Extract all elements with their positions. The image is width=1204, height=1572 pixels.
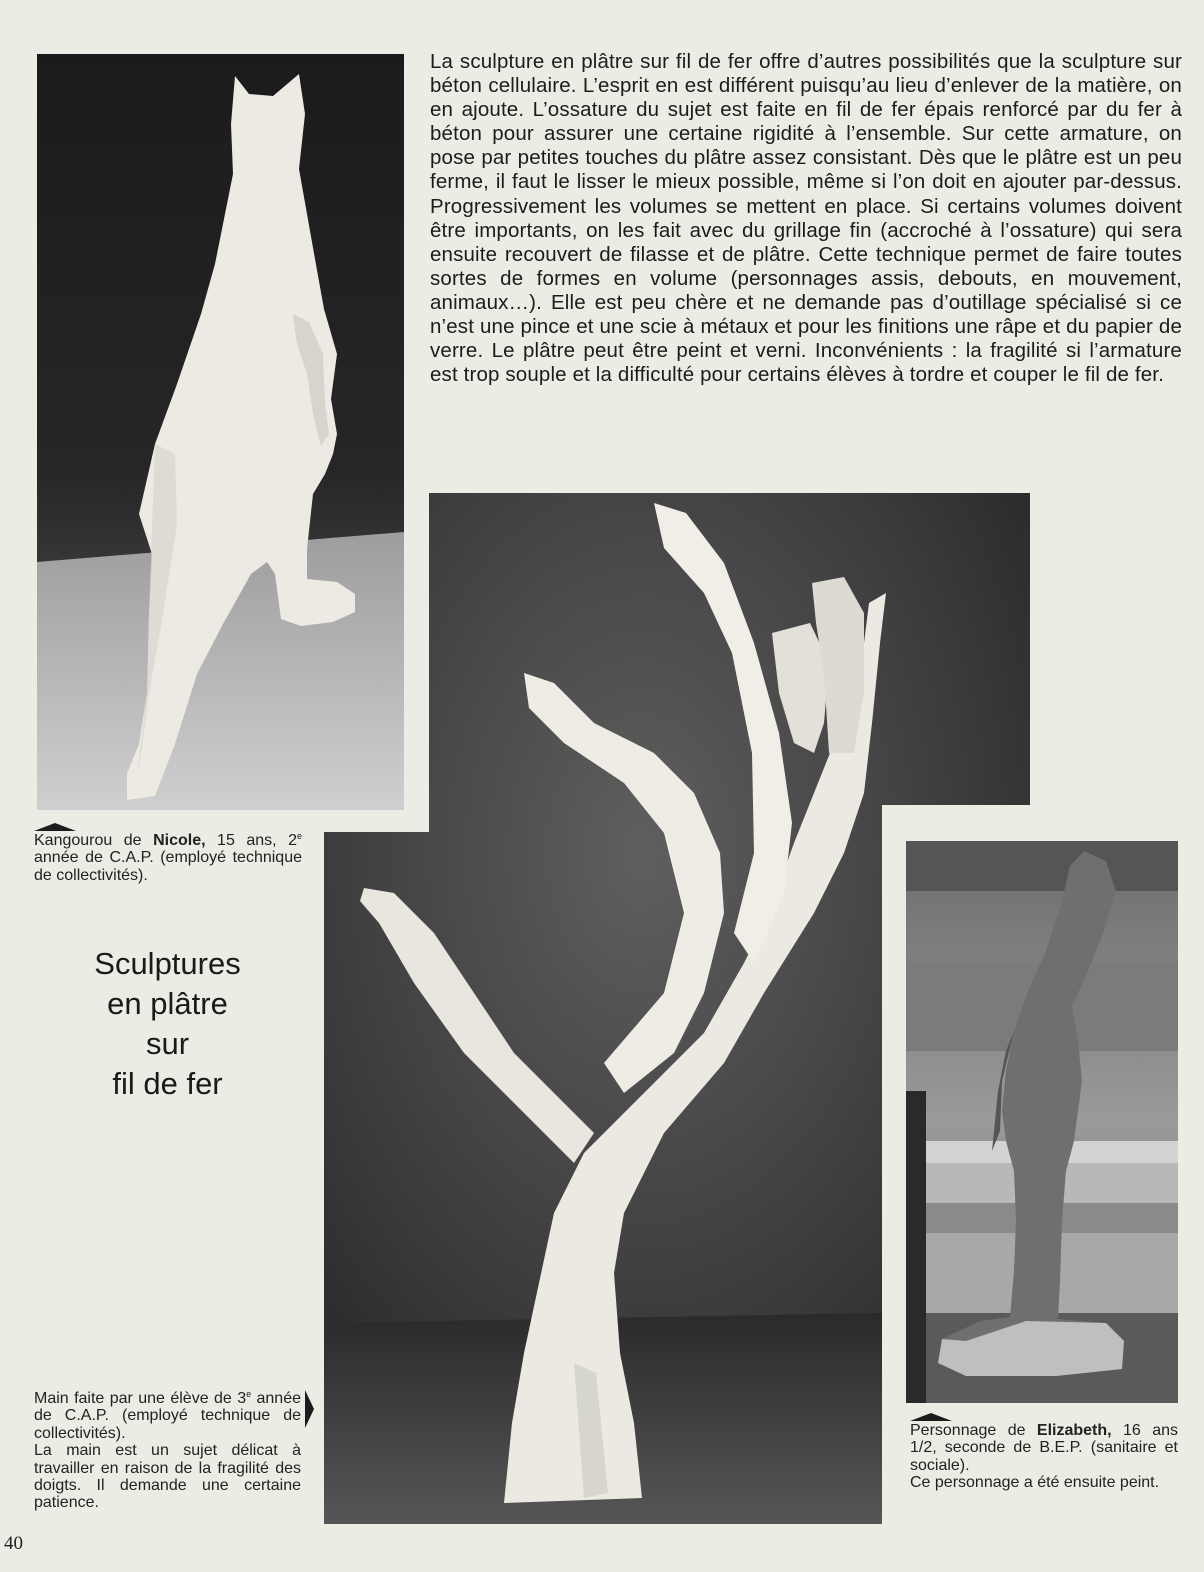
up-arrow-icon [34, 823, 76, 831]
author-name: Elizabeth, [1036, 1422, 1112, 1439]
up-arrow-icon [910, 1413, 952, 1421]
hand-caption: Main faite par une élève de 3e année de C.A.P. (employé technique de collectivités). La main est un sujet délicat à travailler en raison de la fragilité des doigts. Il demande une certaine patience. [34, 1389, 301, 1512]
author-name: Nicole, [153, 832, 206, 849]
right-arrow-icon [305, 1390, 314, 1428]
page-title: Sculptures en plâtre sur fil de fer [94, 946, 241, 1101]
kangaroo-caption: Kangourou de Nicole, 15 ans, 2e année de C.A.P. (employé technique de collectivités). [34, 823, 302, 884]
page-number: 40 [4, 1533, 23, 1554]
figure-caption: Personnage de Elizabeth, 16 ans 1/2, seconde de B.E.P. (sanitaire et sociale). Ce personnage a été ensuite peint. [910, 1413, 1178, 1492]
figure-photo [906, 841, 1178, 1403]
article-body: La sculpture en plâtre sur fil de fer offre d’autres possibilités que la sculpture sur béton cellulaire. L’esprit en est différent puisqu’au lieu d’enlever de la matière, on en ajoute. L’ossature du sujet est faite en fil de fer épais renforcé par du fer à béton pour assurer une certaine rigidité à l’ensemble. Sur cette armature, on pose par petites touches du plâtre assez consistant. Dès que le plâtre est un peu ferme, il faut le lisser le mieux possible, même si l’on doit en ajouter par-dessus. Progressivement les volumes se mettent en place. Si certains volumes doivent être importants, on les fait avec du grillage fin (accroché à l’ossature) qui sera ensuite recouvert de filasse et de plâtre. Cette technique permet de faire toutes sortes de formes en volume (personnages assis, debouts, en mouvement, animaux…). Elle est peu chère et ne demande pas d’outillage spécialisé si ce n’est une pince et une scie à métaux et pour les finitions une râpe et du papier de verre. Le plâtre peut être peint et verni. Inconvénients : la fragilité si l’armature est trop souple et la difficulté pour certains élèves à tordre et couper le fil de fer. [430, 50, 1182, 387]
